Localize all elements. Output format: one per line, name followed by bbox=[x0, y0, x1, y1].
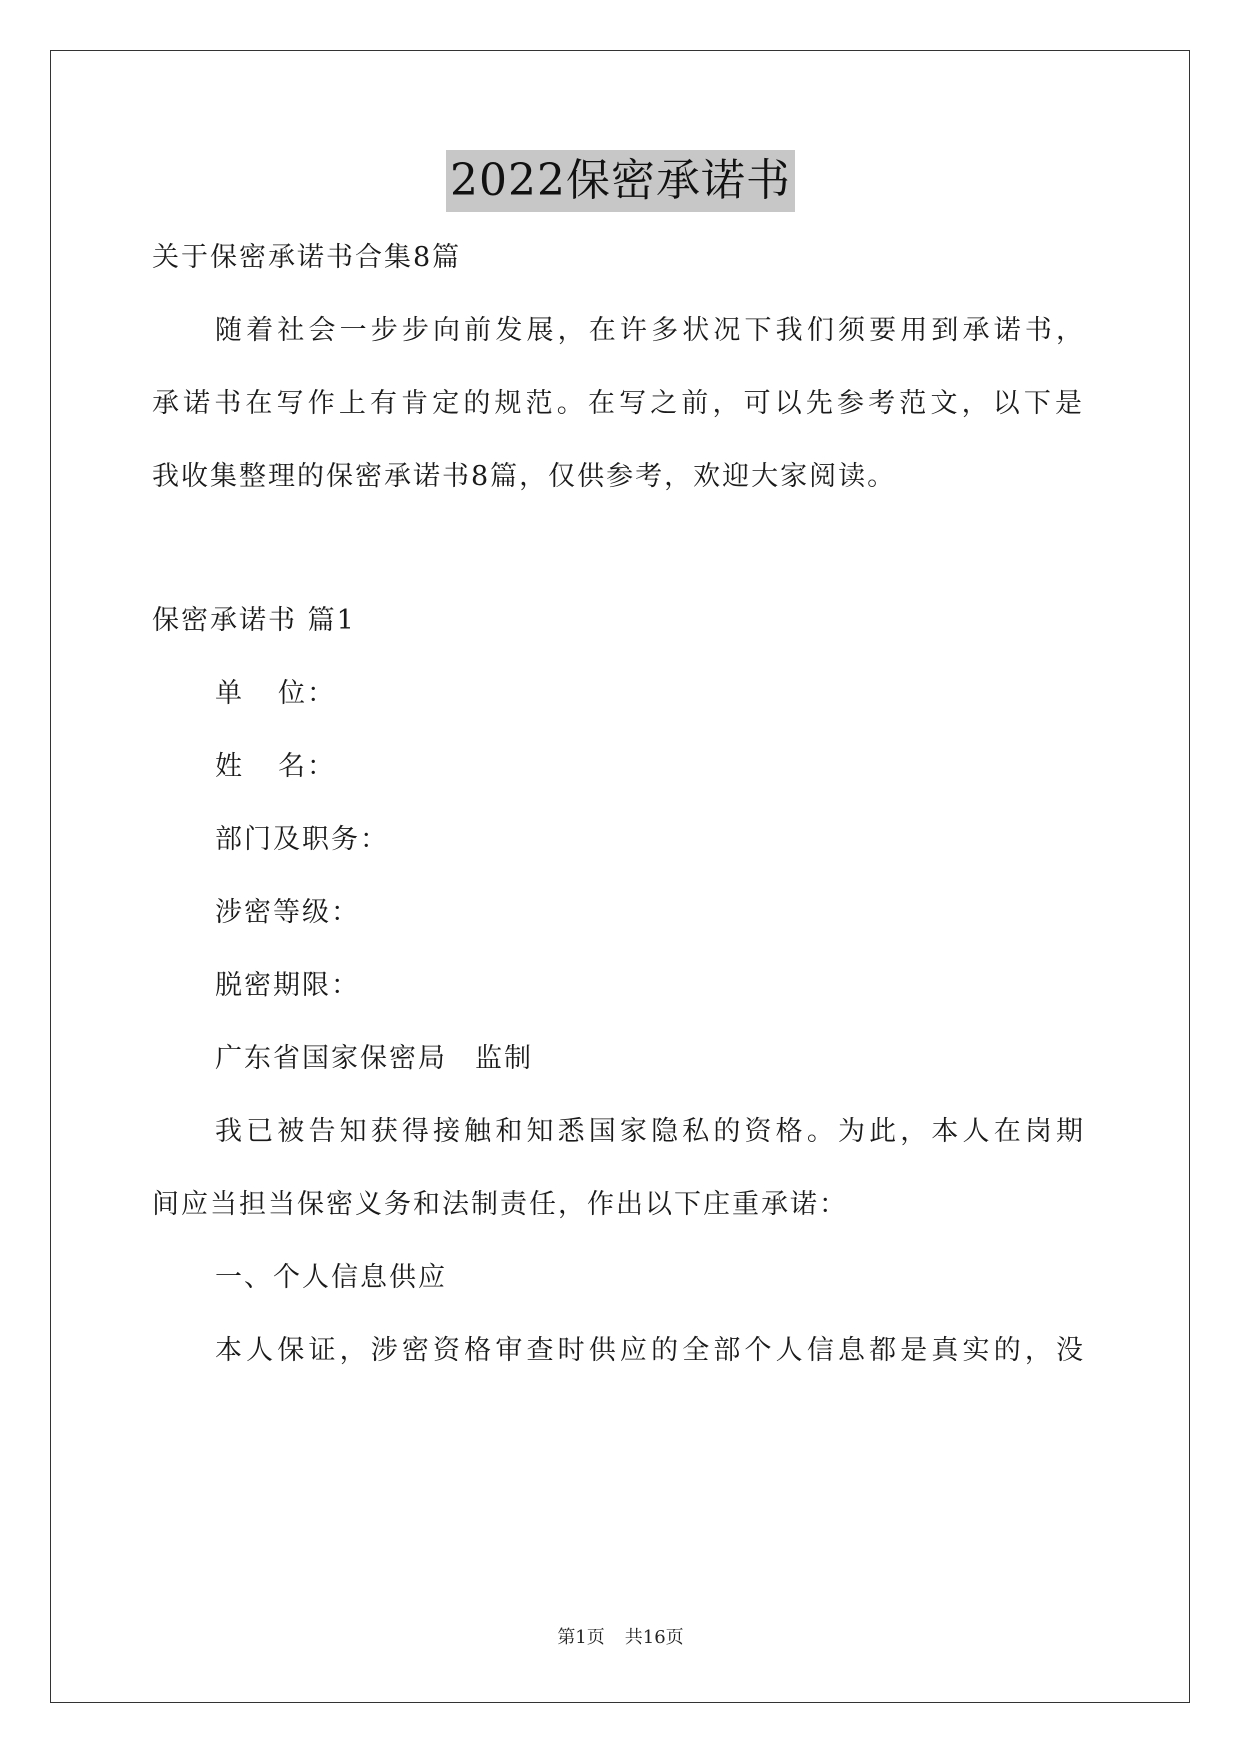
page-total: 共16页 bbox=[624, 1627, 684, 1648]
field-unit bbox=[215, 674, 336, 714]
field-secret-level: 涉密等级： bbox=[215, 897, 360, 928]
supervisor-org: 广东省国家保密局 bbox=[215, 1043, 447, 1074]
body-paragraph-line-2: 间应当担当保密义务和法制责任，作出以下庄重承诺： bbox=[152, 1189, 848, 1220]
field-name-char-2: 名： bbox=[278, 751, 336, 782]
supervisor-label: 监制 bbox=[475, 1043, 533, 1074]
field-unit-char-1: 单 bbox=[215, 678, 244, 709]
field-department: 部门及职务： bbox=[215, 824, 389, 855]
intro-paragraph-line-3: 我收集整理的保密承诺书8篇，仅供参考，欢迎大家阅读。 bbox=[152, 461, 897, 492]
field-unit-char-2: 位： bbox=[278, 678, 336, 709]
body-paragraph-line-1: 我已被告知获得接触和知悉国家隐私的资格。为此，本人在岗期 bbox=[215, 1116, 1083, 1147]
page-number: 第1页 bbox=[557, 1627, 605, 1648]
body-paragraph-line-3: 本人保证，涉密资格审查时供应的全部个人信息都是真实的，没 bbox=[215, 1335, 1083, 1366]
field-declassify-period: 脱密期限： bbox=[215, 970, 360, 1001]
field-name bbox=[215, 747, 336, 787]
intro-paragraph-line-1: 随着社会一步步向前发展，在许多状况下我们须要用到承诺书， bbox=[215, 315, 1083, 346]
section-heading: 保密承诺书 篇1 bbox=[152, 605, 356, 636]
page-border bbox=[50, 50, 1190, 1703]
document-title: 2022保密承诺书 bbox=[446, 150, 795, 212]
intro-paragraph-line-2: 承诺书在写作上有肯定的规范。在写之前，可以先参考范文，以下是 bbox=[152, 388, 1082, 419]
page-footer bbox=[0, 1625, 1241, 1651]
document-subtitle: 关于保密承诺书合集8篇 bbox=[152, 242, 462, 273]
field-name-char-1: 姓 bbox=[215, 751, 244, 782]
title-container bbox=[0, 150, 1241, 212]
supervisor-line bbox=[215, 1039, 533, 1079]
section-item-heading: 一、个人信息供应 bbox=[215, 1262, 447, 1293]
